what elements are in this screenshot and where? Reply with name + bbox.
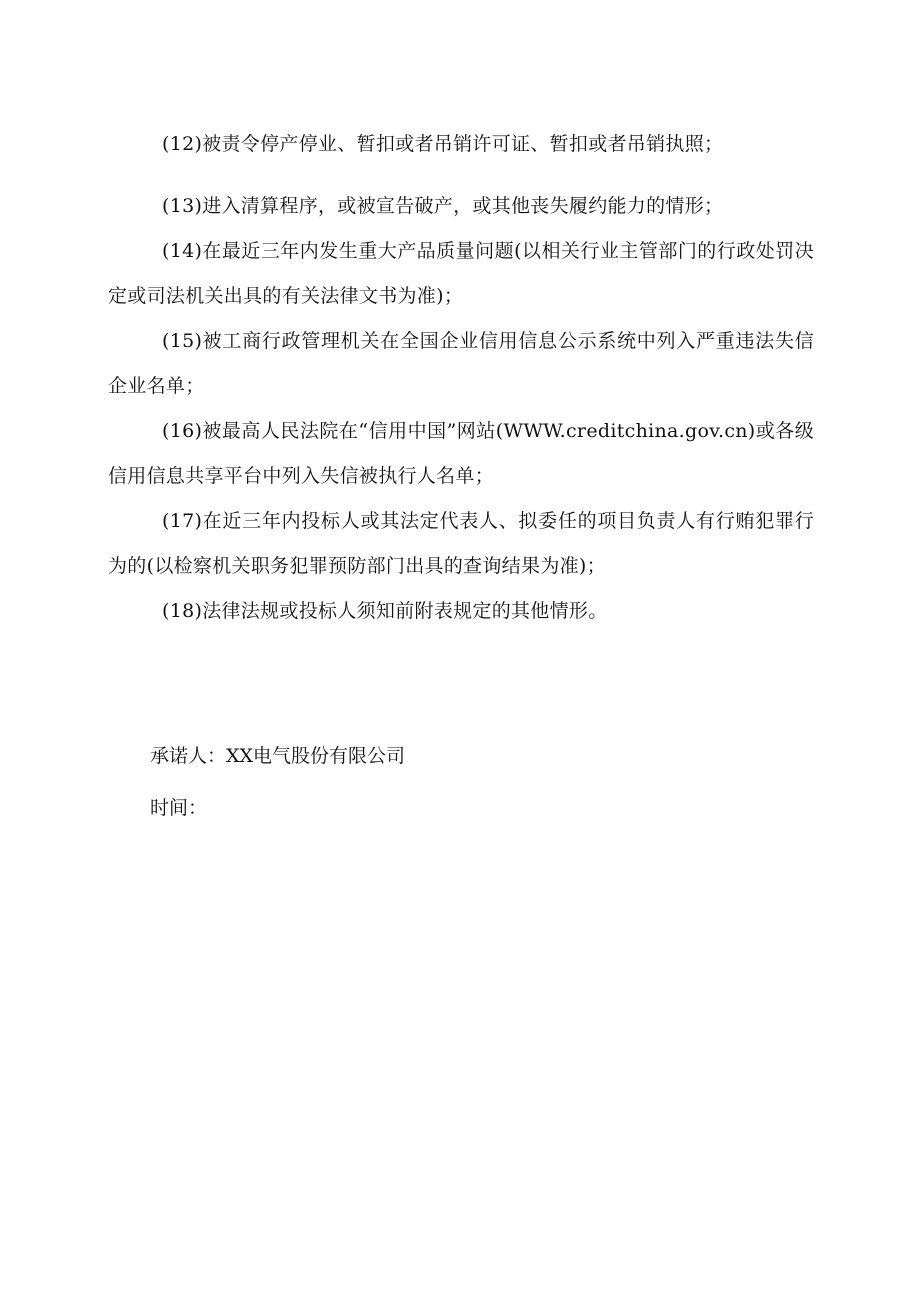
time-line: 时间： <box>150 797 208 819</box>
clause-list <box>108 122 814 634</box>
clause-12: (12)被责令停产停业、暂扣或者吊销许可证、暂扣或者吊销执照； <box>162 133 724 155</box>
promisor-line: 承诺人：XX电气股份有限公司 <box>150 745 406 767</box>
clause-18: (18)法律法规或投标人须知前附表规定的其他情形。 <box>162 600 608 622</box>
clause-13: (13)进入清算程序，或被宣告破产，或其他丧失履约能力的情形； <box>162 195 724 217</box>
clause-15: (15)被工商行政管理机关在全国企业信用信息公示系统中列入严重违法失信企业名单； <box>108 330 814 397</box>
clause-14: (14)在最近三年内发生重大产品质量问题(以相关行业主管部门的行政处罚决定或司法机关出具的有关法律文书为准)； <box>108 240 814 307</box>
clause-16: (16)被最高人民法院在“信用中国”网站(WWW.creditchina.gov.cn)或各级信用信息共享平台中列入失信被执行人名单； <box>108 420 814 487</box>
clause-17: (17)在近三年内投标人或其法定代表人、拟委任的项目负责人有行贿犯罪行为的(以检察机关职务犯罪预防部门出具的查询结果为准)； <box>108 510 814 577</box>
